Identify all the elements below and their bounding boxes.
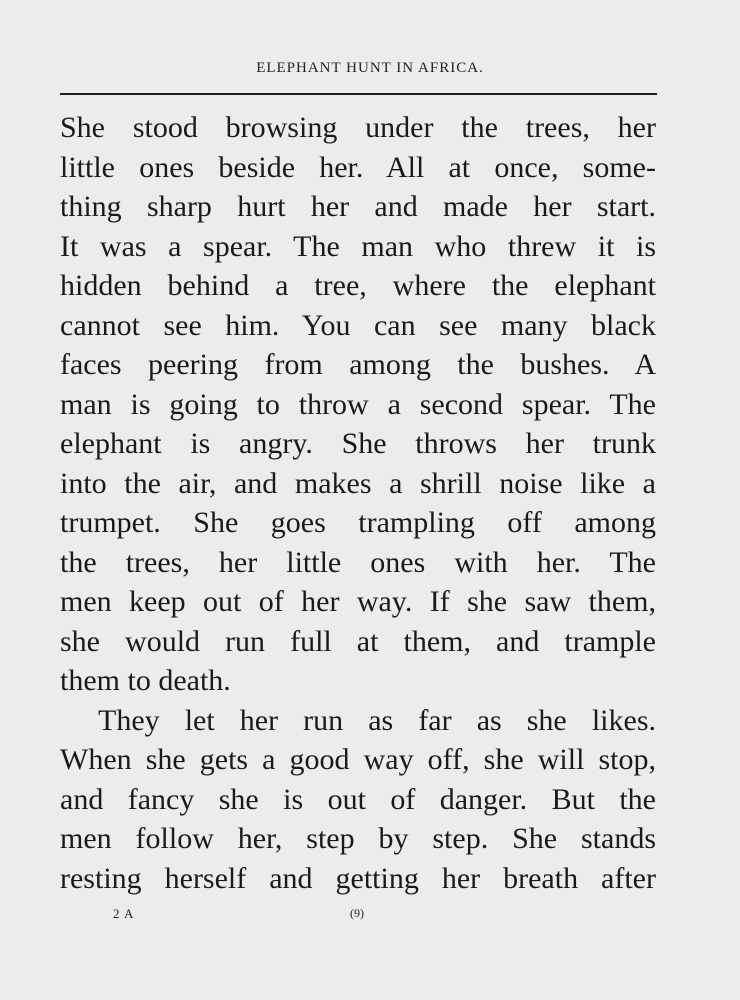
text-line: It was a spear. The man who threw it is (60, 229, 656, 263)
text-line: She stood browsing under the trees, her (60, 111, 656, 144)
running-header: ELEPHANT HUNT IN AFRICA. (256, 60, 484, 76)
text-line: They let her run as far as she likes. (98, 703, 656, 737)
text-line: cannot see him. You can see many black (60, 308, 656, 342)
text-line: elephant is angry. She throws her trunk (60, 427, 656, 460)
text-line: she would run full at them, and trample (60, 624, 656, 658)
header-rule (60, 93, 657, 95)
text-line: little ones beside her. All at once, some- (60, 150, 656, 184)
text-line: them to death. (60, 664, 231, 697)
text-line: resting herself and getting her breath after (60, 861, 656, 895)
text-line: trumpet. She goes trampling off among (60, 506, 656, 539)
text-line: thing sharp hurt her and made her start. (60, 190, 656, 223)
text-line: men follow her, step by step. She stands (60, 822, 656, 855)
text-line: men keep out of her way. If she saw them, (60, 585, 656, 618)
text-line: faces peering from among the bushes. A (60, 348, 656, 381)
page-number: (9) (350, 906, 364, 920)
text-line: man is going to throw a second spear. The (60, 387, 656, 421)
body-text (60, 108, 656, 898)
text-line: the trees, her little ones with her. The (60, 545, 656, 579)
text-line: hidden behind a tree, where the elephant (60, 269, 656, 302)
signature-mark: 2 A (113, 906, 135, 921)
text-line: When she gets a good way off, she will stop, (60, 743, 656, 776)
text-line: into the air, and makes a shrill noise like a (60, 466, 656, 500)
text-line: and fancy she is out of danger. But the (60, 782, 656, 816)
